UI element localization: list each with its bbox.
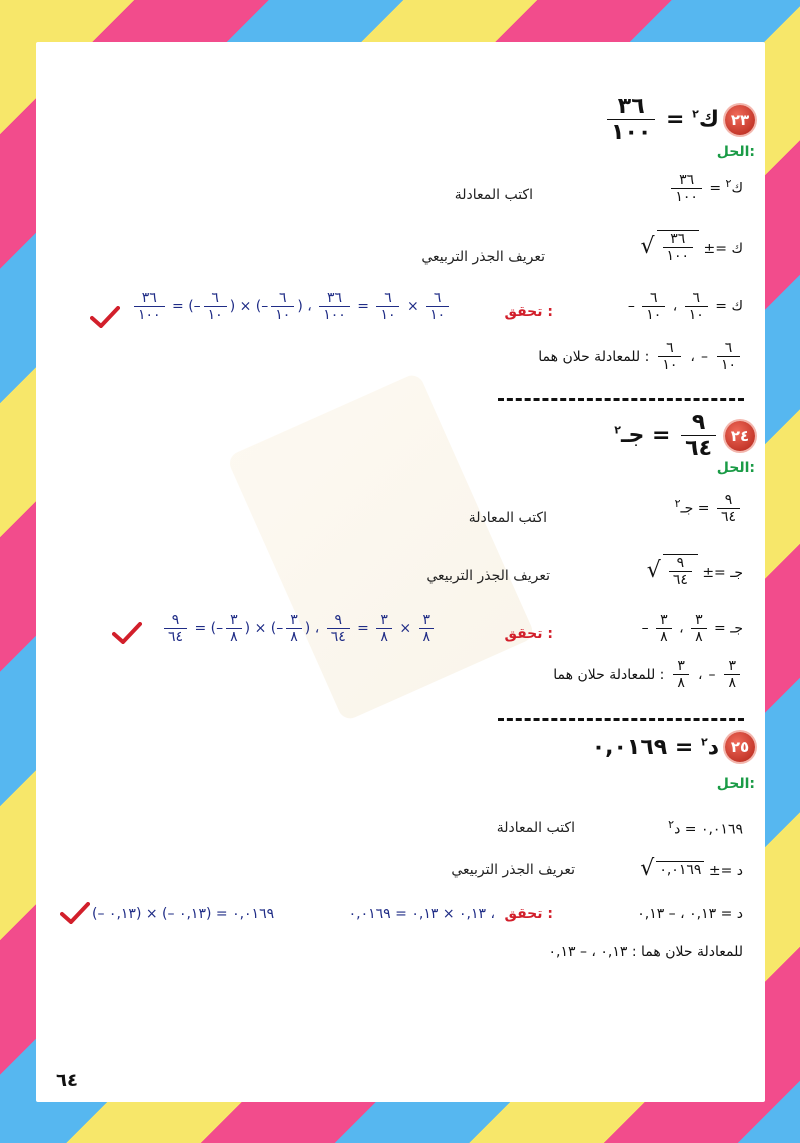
problem-number-badge: ٢٤ — [725, 421, 755, 451]
p25-sqrt-line: √ ٠,٠١٦٩ ±= د — [640, 856, 743, 881]
problem-23-header — [604, 94, 755, 146]
problem-24-equation: جـ$^٢$ = $\frac{٩}{٦٤}$ — [614, 410, 719, 462]
section-divider — [498, 398, 744, 401]
p24-check-expression: $\frac{٩}{٦٤}$ = (– $\frac{٣}{٨}$ ) × (– $\frac{٣}{٨}$ ) ، $\frac{٩}{٦٤}$ = $\frac{٣}{٨}$ × $\frac{٣}{٨}$ — [161, 612, 437, 645]
radical-sign: √ $\frac{٣٦}{١٠٠}$ — [640, 230, 699, 264]
p24-sqrt-line: √ $\frac{٩}{٦٤}$ ±= جـ — [646, 555, 743, 589]
problem-number-badge: ٢٥ — [725, 732, 755, 762]
check-label: تحقق : — [504, 304, 553, 320]
check-label: تحقق : — [504, 626, 553, 642]
solution-label: الحل: — [716, 776, 755, 792]
p24-solution-line: – $\frac{٣}{٨}$ ، $\frac{٣}{٨}$ = جـ — [641, 612, 743, 646]
p25-solution-line: د = ٠,١٣ ، – ٠,١٣ — [637, 906, 743, 922]
problem-25-header — [592, 732, 755, 762]
p24-answer-line: للمعادلة حلان هما : $\frac{٣}{٨}$ ، – $\frac{٣}{٨}$ — [553, 658, 743, 691]
p23-answer-line: للمعادلة حلان هما : $\frac{٦}{١٠}$ ، – $\frac{٦}{١٠}$ — [538, 340, 743, 373]
radical-sign: √ ٠,٠١٦٩ — [640, 858, 704, 880]
p25-check-b: (– ٠,١٣) × (– ٠,١٣) = ٠,٠١٦٩ — [92, 906, 275, 922]
problem-23-equation: $\frac{٣٦}{١٠٠}$ = ك$^٢$ — [604, 94, 719, 146]
note-square-root-def: تعريف الجذر التربيعي — [451, 862, 575, 878]
worksheet-page — [36, 42, 765, 1102]
p24-equation-line: جـ$^٢$ = $\frac{٩}{٦٤}$ — [675, 492, 743, 525]
p25-equation-line: ٠,٠١٦٩ = د$^٢$ — [668, 818, 743, 838]
check-mark-icon — [112, 622, 142, 644]
watermark-logo — [226, 372, 536, 722]
p25-check-a: ٠,١٣ × ٠,١٣ = ٠,٠١٦٩ ، — [348, 906, 495, 922]
problem-25-equation: د$^٢$ = ٠,٠١٦٩ — [591, 734, 719, 760]
check-label: تحقق : — [504, 906, 553, 922]
note-square-root-def: تعريف الجذر التربيعي — [426, 568, 550, 584]
note-write-equation: اكتب المعادلة — [468, 510, 547, 526]
p23-check-expression: $\frac{٣٦}{١٠٠}$ = (– $\frac{٦}{١٠}$ ) × (– $\frac{٦}{١٠}$ ) ، $\frac{٣٦}{١٠٠}$ = $\frac{٦}{١٠}$ × $\frac{٦}{١٠}$ — [131, 290, 452, 323]
problem-24-header — [614, 410, 755, 462]
solution-label: الحل: — [716, 144, 755, 160]
p23-solution-line: – $\frac{٦}{١٠}$ ، $\frac{٦}{١٠}$ = ك — [627, 290, 743, 324]
p23-equation-line: $\frac{٣٦}{١٠٠}$ = ك$^٢$ — [668, 172, 743, 205]
note-write-equation: اكتب المعادلة — [454, 187, 533, 203]
p25-answer-line: للمعادلة حلان هما : ٠,١٣ ، – ٠,١٣ — [548, 944, 743, 960]
section-divider — [498, 718, 744, 721]
problem-number-badge: ٢٣ — [725, 105, 755, 135]
check-mark-icon — [90, 306, 120, 328]
p23-sqrt-line: √ $\frac{٣٦}{١٠٠}$ ±= ك — [640, 231, 743, 265]
note-square-root-def: تعريف الجذر التربيعي — [421, 249, 545, 265]
check-mark-icon — [60, 902, 90, 924]
solution-label: الحل: — [716, 460, 755, 476]
radical-sign: √ $\frac{٩}{٦٤}$ — [647, 554, 698, 588]
note-write-equation: اكتب المعادلة — [496, 820, 575, 836]
page-number: ٦٤ — [56, 1070, 78, 1091]
